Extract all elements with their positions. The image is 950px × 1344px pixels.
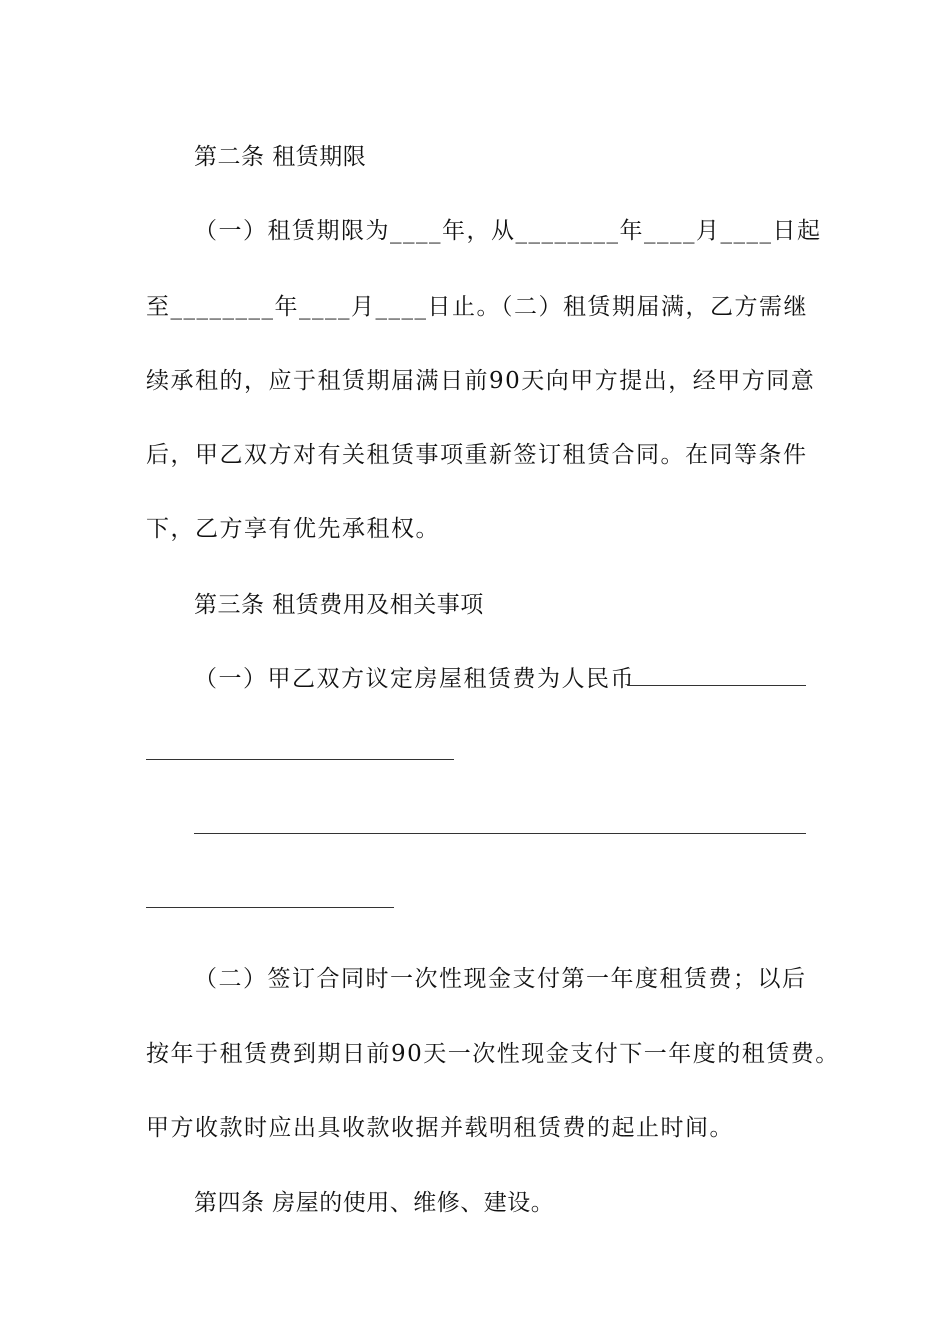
article-3-paragraph-line: （二）签订合同时一次性现金支付第一年度租赁费；以后 xyxy=(194,966,807,992)
rent-amount-blank-line xyxy=(194,833,806,834)
article-2-paragraph-line: 续承租的，应于租赁期届满日前90天向甲方提出，经甲方同意 xyxy=(146,368,816,394)
article-2-heading: 第二条 租赁期限 xyxy=(194,144,367,170)
article-3-heading: 第三条 租赁费用及相关事项 xyxy=(194,592,484,618)
article-3-paragraph-line: 按年于租赁费到期日前90天一次性现金支付下一年度的租赁费。 xyxy=(146,1041,840,1067)
article-2-paragraph-line: （一）租赁期限为____年，从________年____月____日起 xyxy=(194,218,822,244)
article-4-heading: 第四条 房屋的使用、维修、建设。 xyxy=(194,1190,555,1216)
article-2-paragraph-line: 至________年____月____日止。（二）租赁期届满，乙方需继 xyxy=(146,294,808,320)
article-2-paragraph-line: 后，甲乙双方对有关租赁事项重新签订租赁合同。在同等条件 xyxy=(146,442,808,468)
rent-amount-blank-line xyxy=(146,759,454,760)
article-2-paragraph-line: 下，乙方享有优先承租权。 xyxy=(146,516,440,542)
rent-amount-blank-line xyxy=(146,907,394,908)
article-3-paragraph-line: 甲方收款时应出具收款收据并载明租赁费的起止时间。 xyxy=(146,1115,734,1141)
article-3-paragraph-line: （一）甲乙双方议定房屋租赁费为人民币 xyxy=(194,666,635,692)
rent-amount-blank-line xyxy=(628,685,806,686)
